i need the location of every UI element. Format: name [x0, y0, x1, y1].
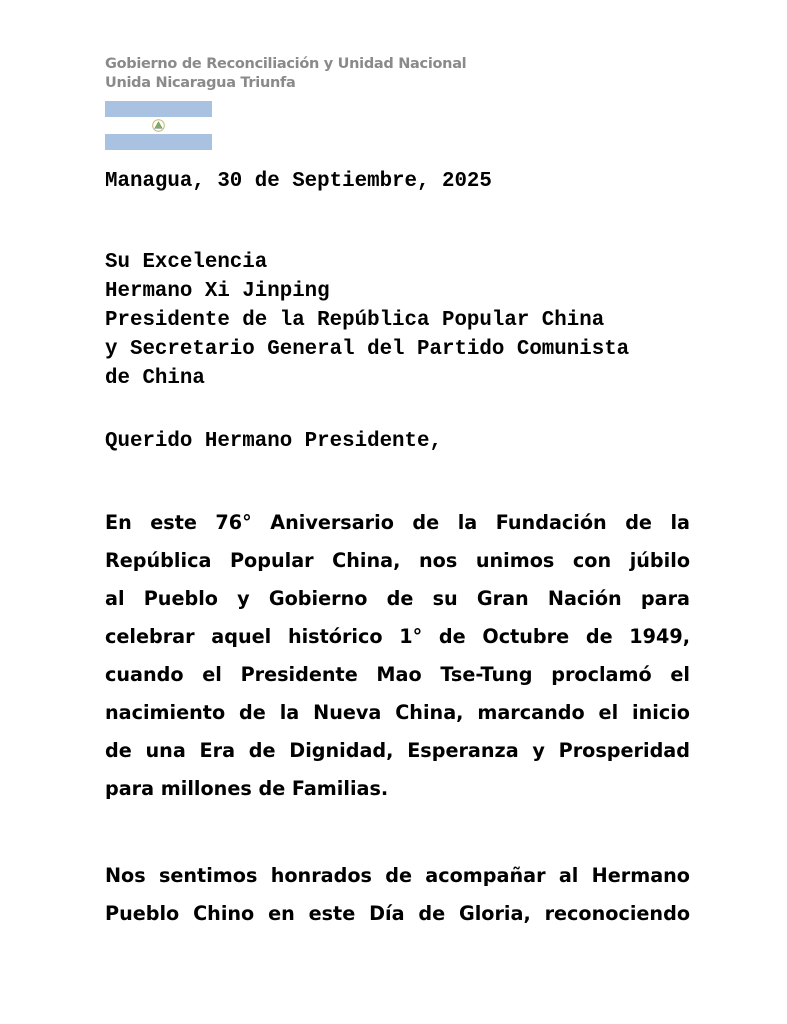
recipient-line: Hermano Xi Jinping: [105, 280, 330, 303]
paragraph-line: República Popular China, nos unimos con júbilo: [105, 549, 690, 572]
paragraph-line: nacimiento de la Nueva China, marcando el inicio: [105, 701, 690, 724]
body-paragraph-2: [105, 857, 690, 933]
government-header: [105, 55, 466, 93]
recipient-line: de China: [105, 367, 205, 390]
government-name: Gobierno de Reconciliación y Unidad Nacional: [105, 56, 467, 72]
government-slogan: Unida Nicaragua Triunfa: [105, 75, 296, 91]
paragraph-line: Pueblo Chino en este Día de Gloria, reconociendo: [105, 902, 690, 925]
recipient-line: y Secretario General del Partido Comunista: [105, 338, 630, 361]
paragraph-line: Nos sentimos honrados de acompañar al Hermano: [105, 864, 690, 887]
nicaragua-flag: [105, 101, 212, 150]
body-paragraph-1: [105, 504, 690, 808]
recipient-line: Presidente de la República Popular China: [105, 309, 605, 332]
salutation: Querido Hermano Presidente,: [105, 430, 442, 453]
paragraph-line: En este 76° Aniversario de la Fundación de la: [105, 511, 690, 534]
letter-date: Managua, 30 de Septiembre, 2025: [105, 170, 492, 193]
paragraph-line: de una Era de Dignidad, Esperanza y Prosperidad: [105, 739, 690, 762]
recipient-line: Su Excelencia: [105, 251, 268, 274]
paragraph-line: celebrar aquel histórico 1° de Octubre de 1949,: [105, 625, 690, 648]
paragraph-line: cuando el Presidente Mao Tse-Tung proclamó el: [105, 663, 690, 686]
flag-top-stripe: [105, 101, 212, 117]
paragraph-line: para millones de Familias.: [105, 777, 389, 800]
coat-of-arms-icon: [152, 119, 165, 132]
flag-bottom-stripe: [105, 134, 212, 150]
recipient-block: [105, 248, 629, 393]
paragraph-line: al Pueblo y Gobierno de su Gran Nación para: [105, 587, 690, 610]
